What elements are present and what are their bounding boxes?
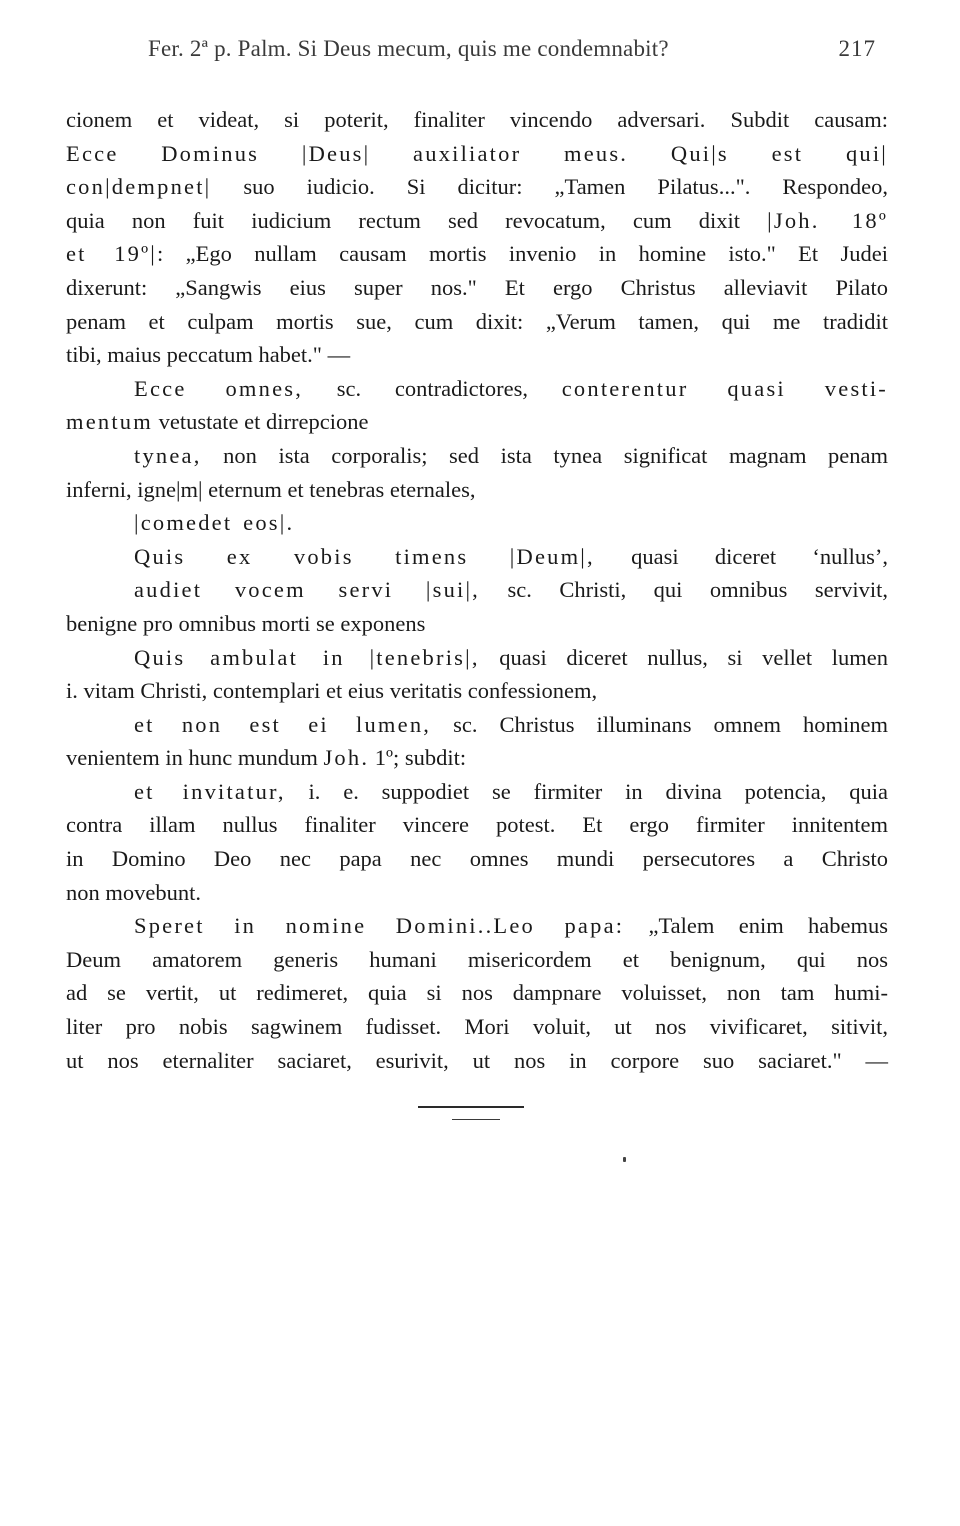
spaced-text-segment: mentum xyxy=(66,409,153,435)
spaced-text-segment: Ecce omnes, xyxy=(134,375,304,401)
text-line xyxy=(66,372,888,406)
text-segment: in Domino Deo nec papa nec omnes mundi persecutores a Christo xyxy=(66,846,888,872)
text-line xyxy=(66,473,888,507)
text-line xyxy=(66,842,888,876)
text-segment: penam et culpam mortis sue, cum dixit: „Verum tamen, qui me tradidit xyxy=(66,308,888,334)
spaced-text-segment: tynea, xyxy=(134,442,202,468)
spaced-text-segment: et non est ei lumen, xyxy=(134,711,432,737)
text-line xyxy=(66,641,888,675)
text-segment: i. e. suppodiet se firmiter in divina potencia, quia xyxy=(285,778,888,804)
spaced-text-segment: Qui|s est qui| xyxy=(628,140,888,166)
text-line xyxy=(66,338,888,372)
text-line xyxy=(66,741,888,775)
text-segment: venientem in hunc mundum xyxy=(66,745,324,771)
end-rule-short xyxy=(452,1119,500,1120)
text-segment: sc. Christus illuminans omnem hominem xyxy=(431,711,888,737)
spaced-text-segment: conterentur quasi vesti- xyxy=(561,375,888,401)
spaced-text-segment: audiet vocem servi |sui|, xyxy=(134,577,480,603)
text-line xyxy=(66,976,888,1010)
text-line xyxy=(66,170,888,204)
text-line xyxy=(66,573,888,607)
text-line xyxy=(66,909,888,943)
text-line xyxy=(66,1010,888,1044)
spaced-text-segment: |comedet eos|. xyxy=(134,510,295,536)
text-segment: tibi, maius peccatum habet." — xyxy=(66,342,351,368)
text-segment: 1º; subdit: xyxy=(369,745,467,771)
text-segment: suo iudicio. Si dicitur: „Tamen Pilatus...". Respondeo, xyxy=(211,174,888,200)
text-line xyxy=(66,1044,888,1078)
text-line xyxy=(66,506,888,540)
print-speck xyxy=(623,1157,626,1162)
text-segment: quasi diceret ‘nullus’, xyxy=(594,543,888,569)
text-line xyxy=(66,271,888,305)
text-line xyxy=(66,674,888,708)
text-line xyxy=(66,204,888,238)
text-segment: non ista corporalis; sed ista tynea significat magnam penam xyxy=(201,442,888,468)
text-segment: vetustate et dirrepcione xyxy=(152,409,369,435)
page-number: 217 xyxy=(838,36,876,61)
text-segment: liter pro nobis sagwinem fudisset. Mori voluit, ut nos vivificaret, sitivit, xyxy=(66,1014,888,1040)
text-segment: non movebunt. xyxy=(66,879,201,905)
running-head xyxy=(148,36,876,66)
text-line xyxy=(66,708,888,742)
text-segment: sc. contradictores, xyxy=(303,375,562,401)
text-segment: contra illam nullus finaliter vincere potest. Et ergo firmiter innitentem xyxy=(66,812,888,838)
spaced-text-segment: et invitatur, xyxy=(134,778,286,804)
text-segment: i. vitam Christi, contemplari et eius veritatis confessionem, xyxy=(66,678,598,704)
text-line xyxy=(66,103,888,137)
text-line xyxy=(66,808,888,842)
text-line xyxy=(66,439,888,473)
text-line xyxy=(66,876,888,910)
text-segment: : „Ego nullam causam mortis invenio in homine isto." Et Judei xyxy=(157,241,888,267)
text-line xyxy=(66,137,888,171)
spaced-text-segment: Ecce Dominus |Deus| auxiliator meus. xyxy=(66,140,629,166)
text-line xyxy=(66,775,888,809)
spaced-text-segment: Joh. xyxy=(323,745,370,771)
text-segment: benigne pro omnibus morti se exponens xyxy=(66,610,426,636)
spaced-text-segment: Speret in nomine Domini..Leo papa: xyxy=(134,913,625,939)
text-line xyxy=(66,237,888,271)
text-segment: „Talem enim habemus xyxy=(624,913,888,939)
text-line xyxy=(66,943,888,977)
text-segment: dixerunt: „Sangwis eius super nos." Et ergo Christus alleviavit Pilato xyxy=(66,274,888,300)
text-segment: cionem et videat, si poterit, finaliter vincendo adversari. Subdit causam: xyxy=(66,107,888,132)
text-segment: quia non fuit iudicium rectum sed revocatum, cum dixit xyxy=(66,207,768,233)
body-text xyxy=(66,103,888,1077)
end-rule-long xyxy=(418,1106,524,1108)
text-line xyxy=(66,305,888,339)
text-segment: ut nos eternaliter saciaret, esurivit, ut nos in corpore suo saciaret." — xyxy=(66,1047,888,1073)
text-segment: sc. Christi, qui omnibus servivit, xyxy=(480,577,888,603)
spaced-text-segment: Quis ambulat in |tenebris|, xyxy=(134,644,480,670)
running-head-title: Fer. 2ª p. Palm. Si Deus mecum, quis me condemnabit? xyxy=(148,36,669,61)
text-line xyxy=(66,607,888,641)
text-segment: Deum amatorem generis humani misericordem et benignum, qui nos xyxy=(66,946,888,972)
end-rule xyxy=(418,1102,528,1132)
text-segment: quasi diceret nullus, si vellet lumen xyxy=(479,644,888,670)
spaced-text-segment: |Joh. 18º xyxy=(767,207,888,233)
text-line xyxy=(66,405,888,439)
text-segment: inferni, igne|m| eternum et tenebras eternales, xyxy=(66,476,476,502)
spaced-text-segment: et 19º| xyxy=(66,241,157,267)
spaced-text-segment: Quis ex vobis timens |Deum|, xyxy=(134,543,595,569)
text-segment: ad se vertit, ut redimeret, quia si nos dampnare voluisset, non tam humi- xyxy=(66,980,888,1006)
spaced-text-segment: con|dempnet| xyxy=(66,174,212,200)
text-line xyxy=(66,540,888,574)
